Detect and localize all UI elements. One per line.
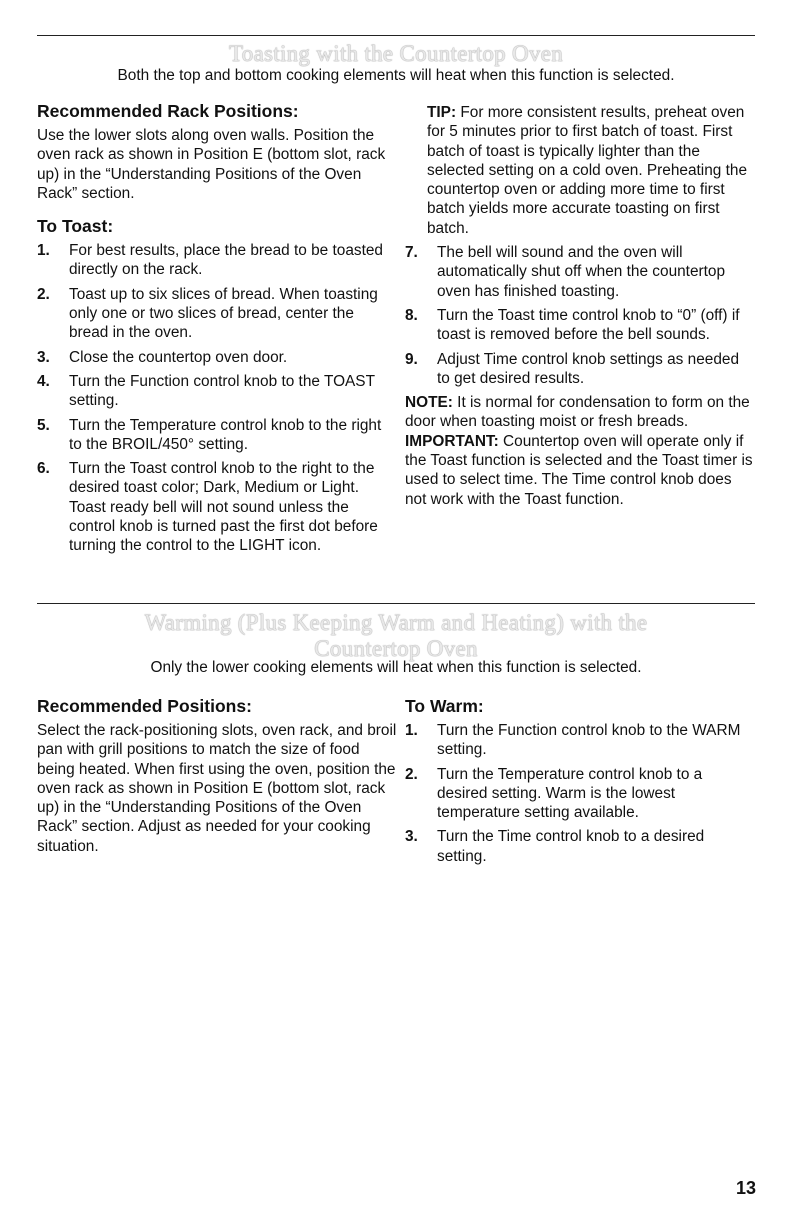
- top-rule: [37, 35, 755, 36]
- list-item: 3. Turn the Time control knob to a desired setting.: [405, 828, 705, 865]
- list-item: 1. Turn the Function control knob to the WARM setting.: [405, 722, 741, 759]
- warming-left-column: [37, 696, 397, 856]
- toasting-section-title: Toasting with the Countertop Oven: [228, 41, 564, 66]
- list-item: 9. Adjust Time control knob settings as needed to get desired results.: [405, 350, 740, 387]
- toasting-intro: Both the top and bottom cooking elements will heat when this function is selected.: [117, 67, 675, 84]
- list-item: 5. Turn the Temperature control knob to the right to the BROIL/450° setting.: [37, 416, 382, 453]
- list-item: 1. For best results, place the bread to be toasted directly on the rack.: [37, 242, 383, 279]
- tip-note: TIP: For more consistent results, preheat oven for 5 minutes prior to first batch of toast. First batch of toast is typically lighter than the selected setting on a cold oven. Preheating the countertop oven or adding more time to first batch yields more accurate toasting on first batch.: [427, 104, 748, 237]
- warm-steps-list: [405, 721, 755, 866]
- important-note: IMPORTANT: Countertop oven will operate only if the Toast function is selected and the Toast timer is used to select time. The Time control knob does not work with the Toast function.: [405, 432, 753, 508]
- recommended-positions-heading: Recommended Positions:: [37, 696, 252, 716]
- list-item: 3. Close the countertop oven door.: [37, 348, 288, 366]
- list-item: 8. Turn the Toast time control knob to “0” (off) if toast is removed before the bell sounds.: [405, 306, 740, 344]
- page-number: 13: [735, 1178, 756, 1198]
- to-toast-heading: To Toast:: [37, 216, 114, 237]
- toast-steps-list-continued: [405, 243, 755, 388]
- toasting-right-column: [405, 103, 755, 509]
- warming-section-title: Warming (Plus Keeping Warm and Heating) with the Countertop Oven: [144, 610, 648, 661]
- warming-intro: Only the lower cooking elements will heat when this function is selected.: [150, 659, 642, 676]
- list-item: 2. Toast up to six slices of bread. When toasting only one or two slices of bread, center the bread in the oven.: [37, 285, 378, 342]
- list-item: 7. The bell will sound and the oven will automatically shut off when the countertop oven has finished toasting.: [405, 244, 726, 300]
- warming-right-column: [405, 696, 755, 871]
- middle-rule: [37, 603, 755, 604]
- rack-positions-text: Use the lower slots along oven walls. Position the oven rack as shown in Position E (bottom slot, rack up) in the “Understanding Positions of the Oven Rack” section.: [37, 127, 386, 202]
- to-warm-heading: To Warm:: [405, 696, 484, 716]
- list-item: 2. Turn the Temperature control knob to a desired setting. Warm is the lowest temperature setting available.: [405, 765, 703, 822]
- condensation-note: NOTE: It is normal for condensation to form on the door when toasting moist or fresh breads.: [405, 394, 750, 431]
- list-item: 4. Turn the Function control knob to the TOAST setting.: [37, 372, 375, 410]
- toasting-left-column: [37, 101, 389, 561]
- rack-positions-heading: Recommended Rack Positions:: [37, 101, 299, 121]
- recommended-positions-text: Select the rack-positioning slots, oven rack, and broil pan with grill positions to match the size of food being heated. When first using the oven, position the oven rack as shown in Position E (bottom slot, rack up) in the “Understanding Positions of the Oven Rack” section. Adjust as needed for your cooking situation.: [37, 722, 397, 855]
- list-item: 6. Turn the Toast control knob to the right to the desired toast color; Dark, Medium or Light. Toast ready bell will not sound unless the control knob is turned past the first dot before turning the control to the LIGHT icon.: [37, 460, 378, 555]
- toast-steps-list: [37, 241, 389, 555]
